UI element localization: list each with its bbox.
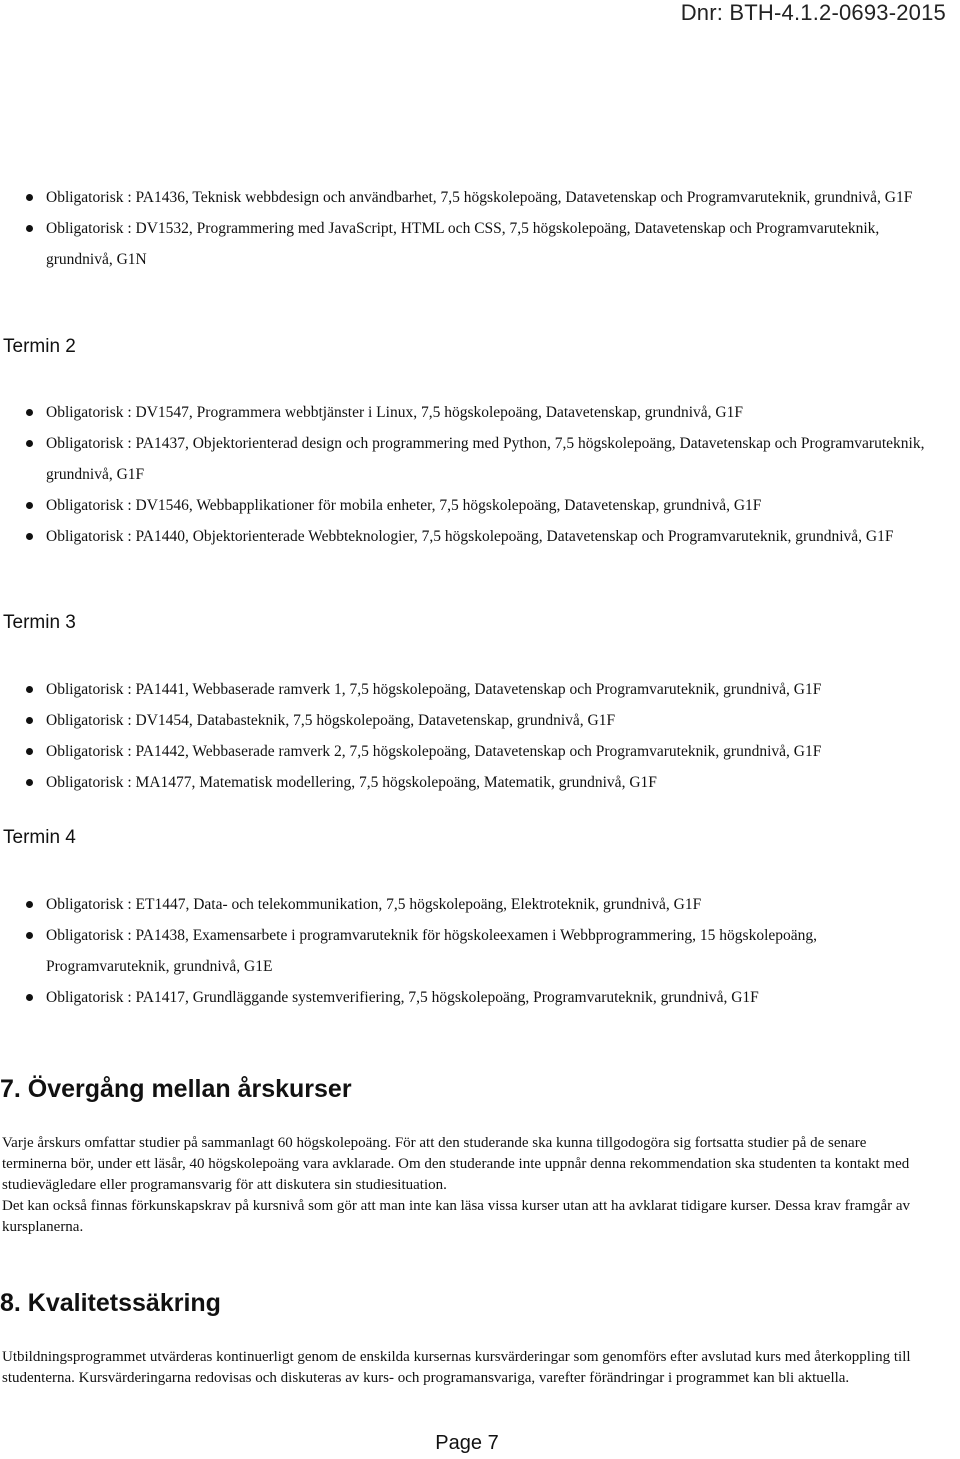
list-item: [0, 521, 960, 552]
list-item: [0, 397, 960, 428]
section-8-heading: 8. Kvalitetssäkring: [0, 1289, 221, 1317]
section-7-paragraph-2: Det kan också finnas förkunskapskrav på kursnivå som gör att man inte kan läsa vissa kurser utan att ha avklarat tidigare kurser. Dessa krav framgår av kursplanerna.: [2, 1198, 911, 1235]
course-text: Obligatorisk : PA1438, Examensarbete i programvaruteknik för högskoleexamen i Webbprogrammering, 15 högskolepoäng, Programvaruteknik, grundnivå, G1E: [46, 927, 818, 975]
list-item: [0, 982, 960, 1013]
page-number: Page 7: [435, 1432, 499, 1454]
bullet-icon: [26, 440, 33, 447]
section-7-paragraph-1: Varje årskurs omfattar studier på sammanlagt 60 högskolepoäng. För att den studerande ska kunna tillgodogöra sig fortsatta studier på de senare terminerna bör, under ett läsår, 40 högskolepoäng vara avklarade. Om den studerande inte uppnår denna rekommendation ska studenten ta kontakt med studievägledare eller programansvarig för att diskutera sin studiesituation.: [2, 1135, 910, 1193]
term-4-heading: Termin 4: [3, 827, 76, 848]
list-item: [0, 889, 960, 920]
term2-course-list: [0, 397, 960, 552]
bullet-icon: [26, 748, 33, 755]
term4-course-list: [0, 889, 960, 1013]
course-text: Obligatorisk : PA1442, Webbaserade ramverk 2, 7,5 högskolepoäng, Datavetenskap och Programvaruteknik, grundnivå, G1F: [46, 743, 822, 760]
bullet-icon: [26, 225, 33, 232]
list-item: [0, 920, 960, 982]
list-item: [0, 674, 960, 705]
course-text: Obligatorisk : DV1546, Webbapplikationer för mobila enheter, 7,5 högskolepoäng, Datavetenskap, grundnivå, G1F: [46, 497, 762, 514]
term3-course-list: [0, 674, 960, 798]
bullet-icon: [26, 502, 33, 509]
list-item: [0, 767, 960, 798]
bullet-icon: [26, 932, 33, 939]
bullet-icon: [26, 994, 33, 1001]
section-8-body: [2, 1347, 932, 1389]
term-3-heading: Termin 3: [3, 612, 76, 633]
bullet-icon: [26, 194, 33, 201]
bullet-icon: [26, 901, 33, 908]
term-2-heading: Termin 2: [3, 336, 76, 357]
list-item: [0, 428, 960, 490]
list-item: [0, 736, 960, 767]
course-text: Obligatorisk : PA1437, Objektorienterad design och programmering med Python, 7,5 högskolepoäng, Datavetenskap och Programvaruteknik, grundnivå, G1F: [46, 435, 925, 483]
course-text: Obligatorisk : PA1436, Teknisk webbdesign och användbarhet, 7,5 högskolepoäng, Datavetenskap och Programvaruteknik, grundnivå, G1F: [46, 189, 913, 206]
bullet-icon: [26, 779, 33, 786]
course-text: Obligatorisk : DV1547, Programmera webbtjänster i Linux, 7,5 högskolepoäng, Datavetenskap, grundnivå, G1F: [46, 404, 743, 421]
list-item: [0, 490, 960, 521]
course-text: Obligatorisk : MA1477, Matematisk modellering, 7,5 högskolepoäng, Matematik, grundnivå, G1F: [46, 774, 657, 791]
list-item: [0, 182, 960, 213]
term1-course-list: [0, 182, 960, 275]
section-8-paragraph-1: Utbildningsprogrammet utvärderas kontinuerligt genom de enskilda kursernas kursvärderingar som genomförs efter avslutad kurs med återkoppling till studenterna. Kursvärderingarna redovisas och diskuteras av kurs- och programansvariga, varefter förändringar i programmet kan bli aktuella.: [2, 1349, 911, 1386]
bullet-icon: [26, 409, 33, 416]
list-item: [0, 213, 960, 275]
section-7-heading: 7. Övergång mellan årskurser: [0, 1075, 352, 1103]
bullet-icon: [26, 533, 33, 540]
course-text: Obligatorisk : PA1441, Webbaserade ramverk 1, 7,5 högskolepoäng, Datavetenskap och Programvaruteknik, grundnivå, G1F: [46, 681, 822, 698]
course-text: Obligatorisk : ET1447, Data- och telekommunikation, 7,5 högskolepoäng, Elektroteknik, grundnivå, G1F: [46, 896, 702, 913]
course-text: Obligatorisk : DV1532, Programmering med JavaScript, HTML och CSS, 7,5 högskolepoäng, Datavetenskap och Programvaruteknik, grundnivå, G1N: [46, 220, 880, 268]
document-number: Dnr: BTH-4.1.2-0693-2015: [680, 0, 946, 25]
bullet-icon: [26, 686, 33, 693]
course-text: Obligatorisk : DV1454, Databasteknik, 7,5 högskolepoäng, Datavetenskap, grundnivå, G1F: [46, 712, 616, 729]
section-7-body: [2, 1133, 932, 1238]
course-text: Obligatorisk : PA1417, Grundläggande systemverifiering, 7,5 högskolepoäng, Programvaruteknik, grundnivå, G1F: [46, 989, 759, 1006]
bullet-icon: [26, 717, 33, 724]
course-text: Obligatorisk : PA1440, Objektorienterade Webbteknologier, 7,5 högskolepoäng, Datavetenskap och Programvaruteknik, grundnivå, G1F: [46, 528, 894, 545]
list-item: [0, 705, 960, 736]
